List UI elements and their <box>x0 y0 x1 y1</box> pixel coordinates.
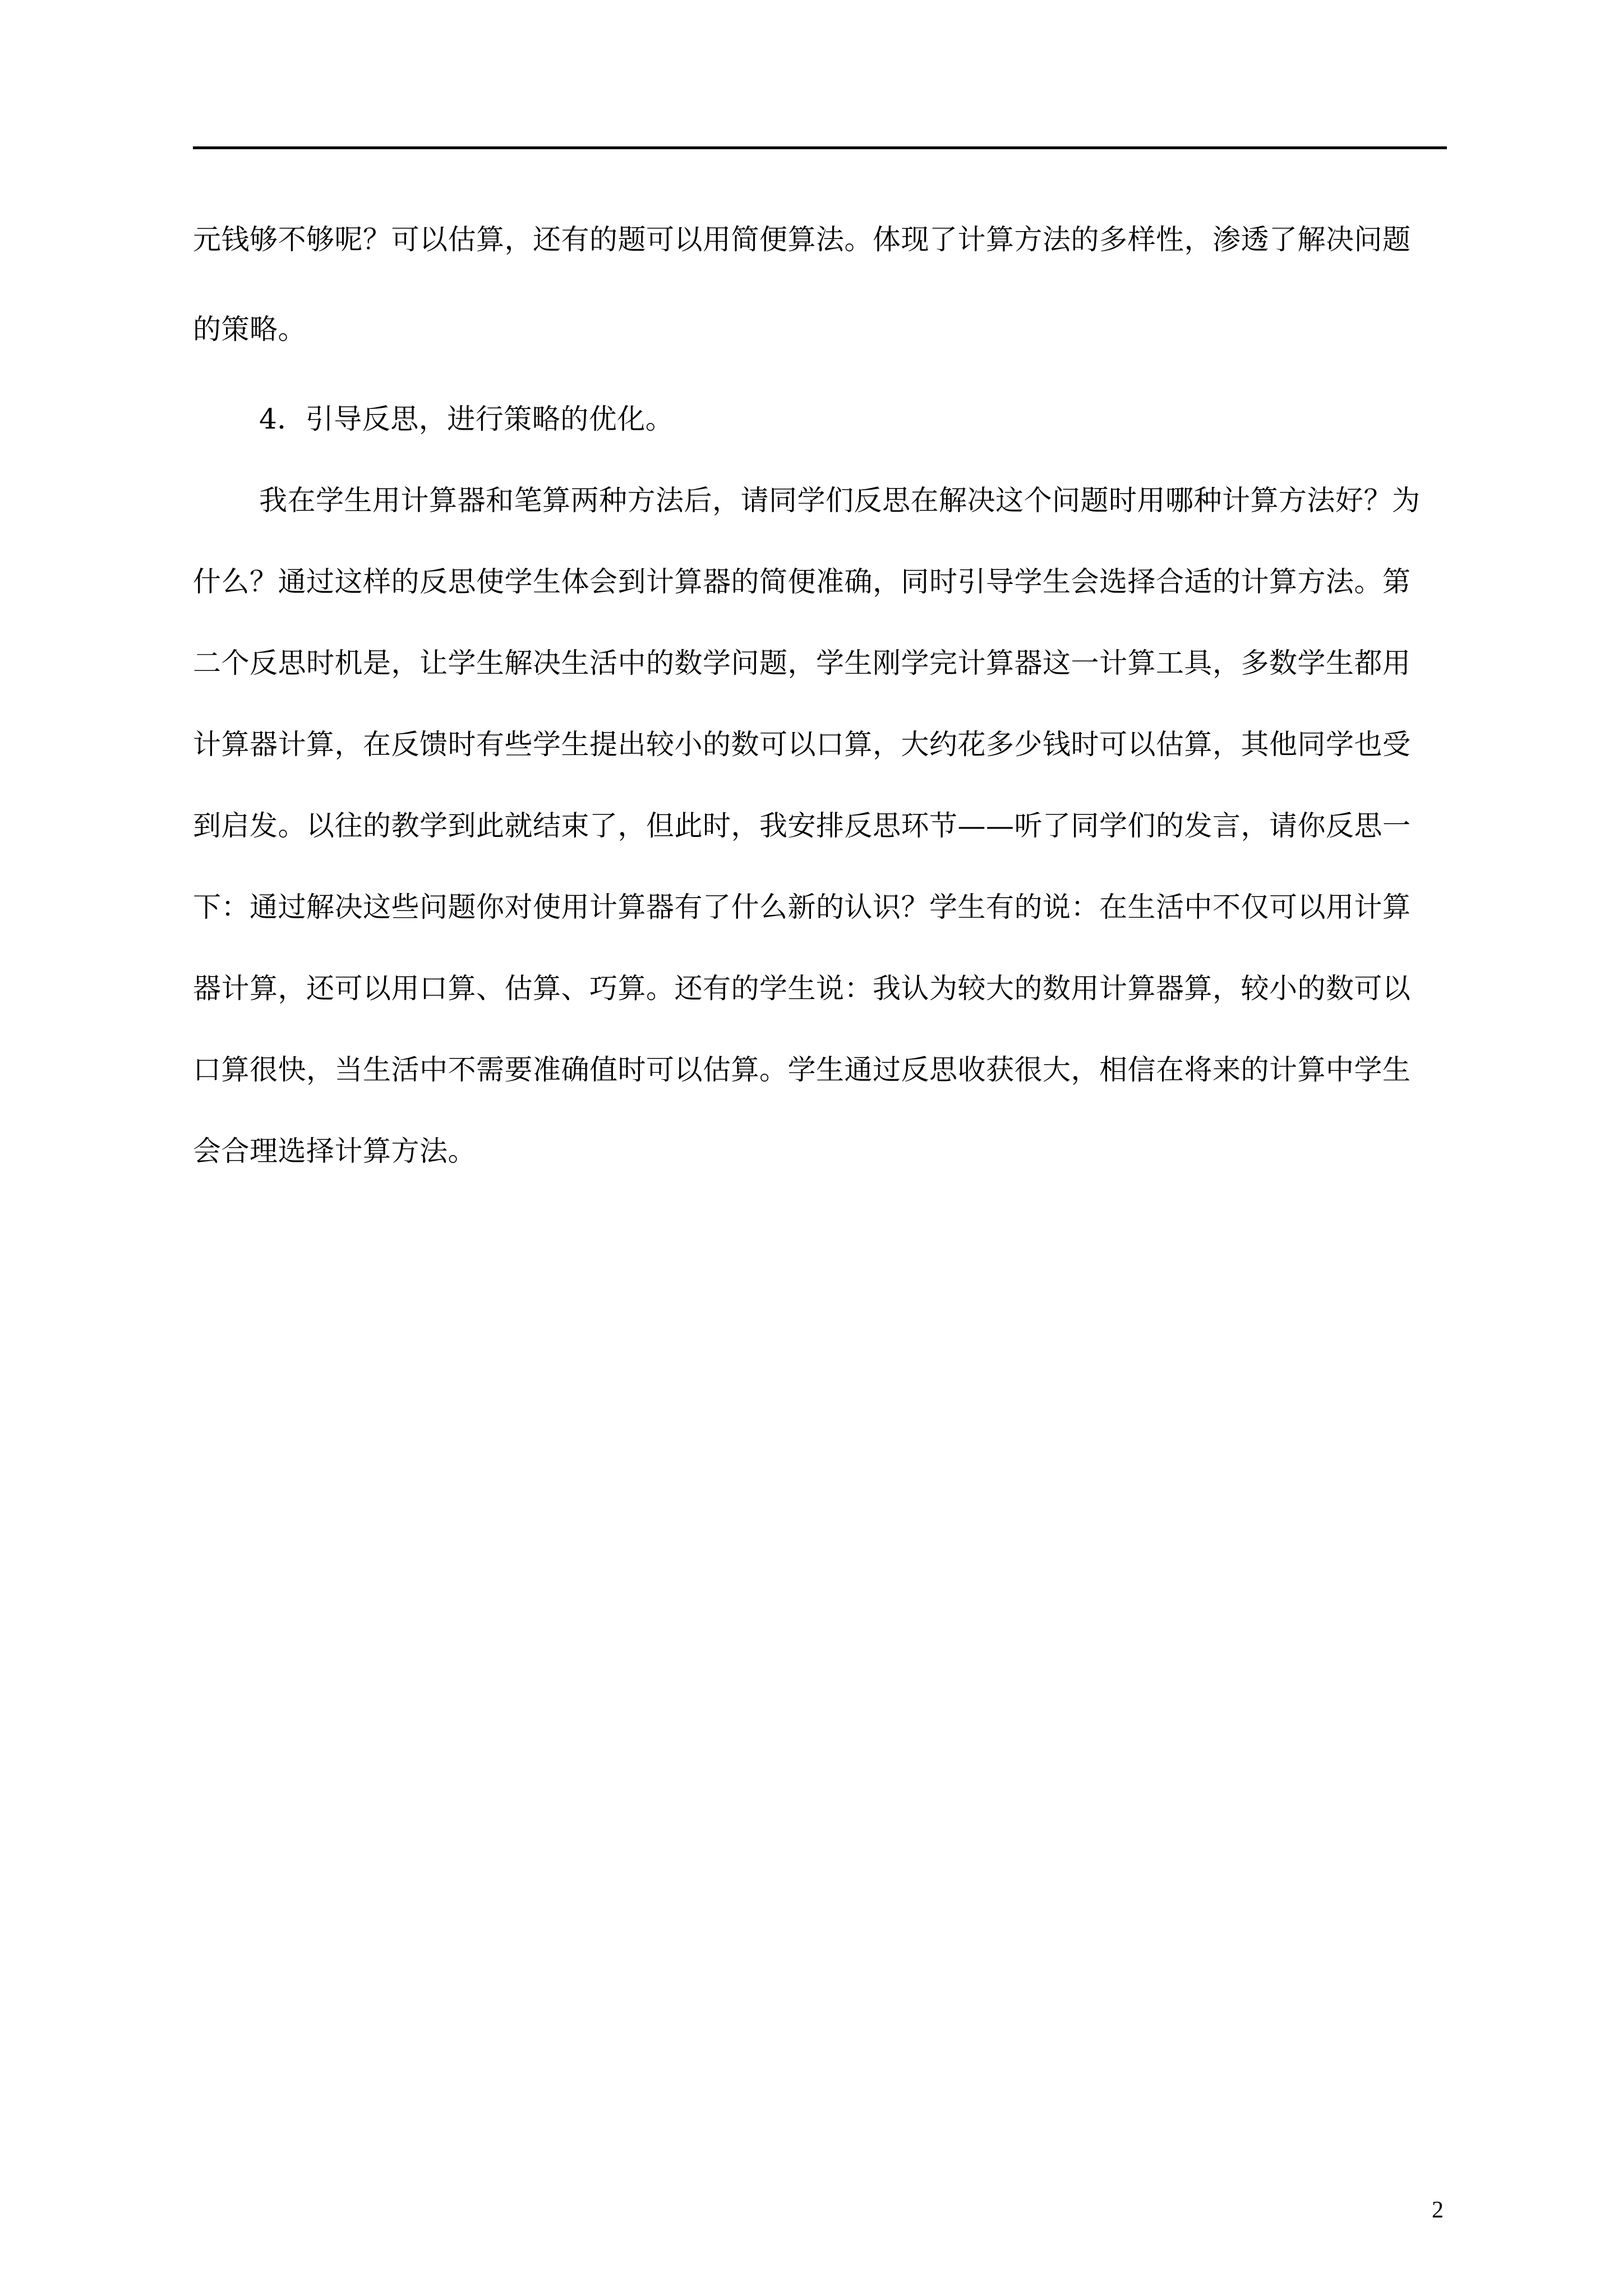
paragraph-line-8: 到启发。以往的教学到此就结束了，但此时，我安排反思环节——听了同学们的发言，请你反思一 <box>193 809 1411 842</box>
paragraph-line-2: 的策略。 <box>193 313 306 346</box>
paragraph-line-4: 我在学生用计算器和笔算两种方法后，请同学们反思在解决这个问题时用哪种计算方法好？为 <box>259 484 1421 517</box>
paragraph-line-9: 下：通过解决这些问题你对使用计算器有了什么新的认识？学生有的说：在生活中不仅可以用计算 <box>193 891 1411 923</box>
header-rule <box>193 146 1447 149</box>
paragraph-line-1: 元钱够不够呢？可以估算，还有的题可以用简便算法。体现了计算方法的多样性，渗透了解决问题 <box>193 223 1411 256</box>
paragraph-line-7: 计算器计算，在反馈时有些学生提出较小的数可以口算，大约花多少钱时可以估算，其他同学也受 <box>193 728 1411 761</box>
paragraph-line-6: 二个反思时机是，让学生解决生活中的数学问题，学生刚学完计算器这一计算工具，多数学生都用 <box>193 647 1411 679</box>
paragraph-line-10: 器计算，还可以用口算、估算、巧算。还有的学生说：我认为较大的数用计算器算，较小的数可以 <box>193 972 1411 1005</box>
paragraph-line-12: 会合理选择计算方法。 <box>193 1135 476 1167</box>
page-number: 2 <box>1432 2197 1444 2223</box>
section-heading: 4．引导反思，进行策略的优化。 <box>259 403 674 435</box>
paragraph-line-11: 口算很快，当生活中不需要准确值时可以估算。学生通过反思收获很大，相信在将来的计算中学生 <box>193 1053 1411 1086</box>
paragraph-line-5: 什么？通过这样的反思使学生体会到计算器的简便准确，同时引导学生会选择合适的计算方法。第 <box>193 565 1411 598</box>
